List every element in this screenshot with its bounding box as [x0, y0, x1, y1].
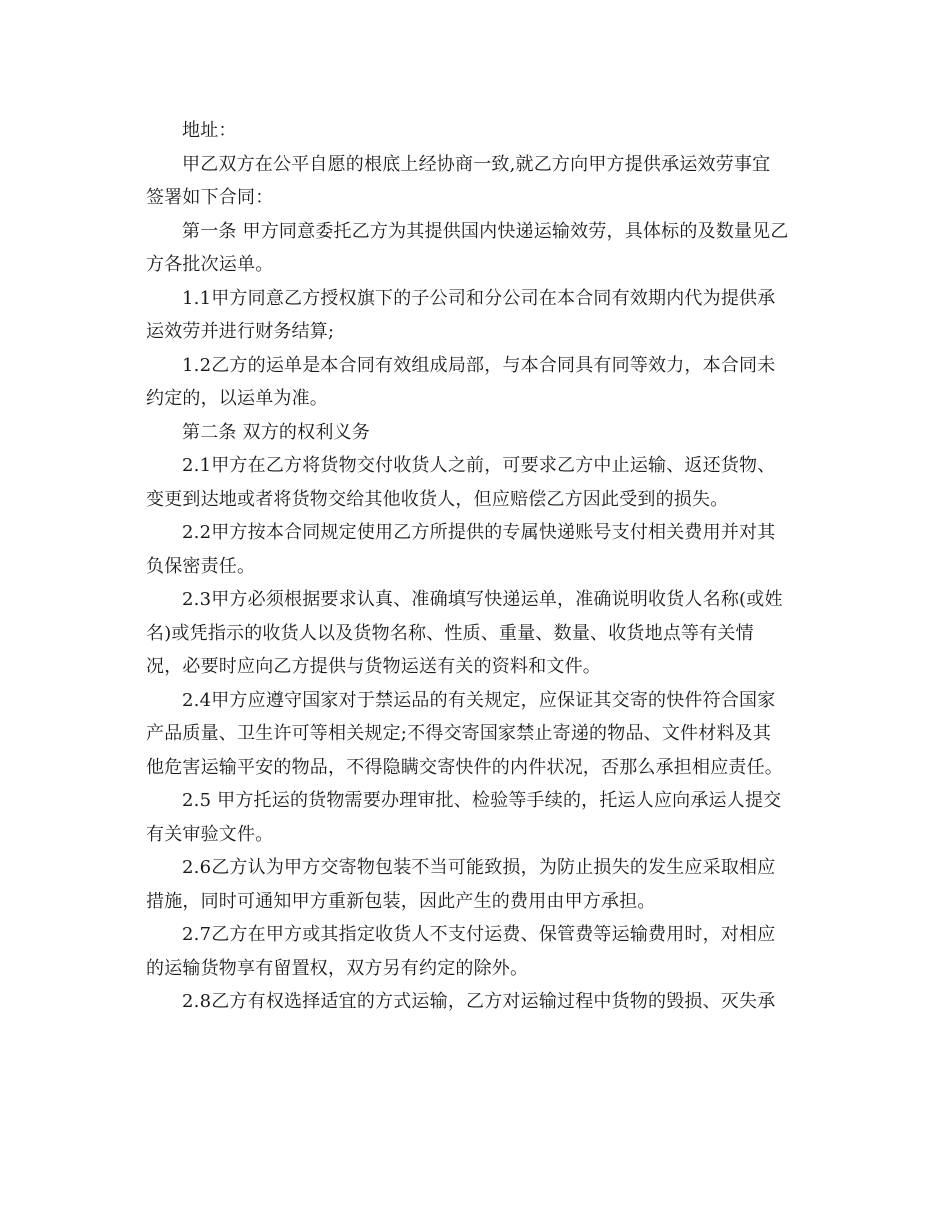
- text-line: 措施，同时可通知甲方重新包装，因此产生的费用由甲方承担。: [146, 890, 656, 912]
- paragraph: [146, 416, 806, 450]
- text-line: 况，必要时应向乙方提供与货物运送有关的资料和文件。: [146, 656, 601, 677]
- text-line: 约定的，以运单为准。: [146, 388, 328, 409]
- text-line: 他危害运输平安的物品，不得隐瞒交寄快件的内件状况，否那么承担相应责任。: [146, 756, 783, 778]
- text-line: 运效劳并进行财务结算;: [146, 321, 335, 342]
- text-line: 1.2乙方的运单是本合同有效组成局部，与本合同具有同等效力，本合同未: [182, 354, 776, 376]
- text-line: 甲乙双方在公平自愿的根底上经协商一致,就乙方向甲方提供承运效劳事宜: [182, 153, 771, 175]
- text-line: 有关审验文件。: [146, 823, 274, 845]
- paragraph: [146, 148, 806, 215]
- text-line: 2.5 甲方托运的货物需要办理审批、检验等手续的，托运人应向承运人提交: [182, 790, 782, 811]
- paragraph: [146, 449, 806, 516]
- text-line: 2.2甲方按本合同规定使用乙方所提供的专属快递账号支付相关费用并对其: [182, 522, 776, 543]
- paragraph: [146, 851, 806, 918]
- paragraph: [146, 985, 806, 1019]
- text-line: 2.4甲方应遵守国家对于禁运品的有关规定，应保证其交寄的快件符合国家: [182, 689, 776, 711]
- text-line: 名)或凭指示的收货人以及货物名称、性质、重量、数量、收货地点等有关情: [146, 622, 754, 644]
- text-line: 产品质量、卫生许可等相关规定;不得交寄国家禁止寄递的物品、文件材料及其: [146, 723, 772, 744]
- text-line: 的运输货物享有留置权，双方另有约定的除外。: [146, 957, 529, 979]
- text-line: 签署如下合同：: [146, 187, 274, 208]
- text-line: 地址：: [182, 120, 237, 141]
- paragraph: [146, 215, 806, 282]
- text-line: 第一条 甲方同意委托乙方为其提供国内快递运输效劳，具体标的及数量见乙: [182, 220, 789, 242]
- text-line: 2.1甲方在乙方将货物交付收货人之前，可要求乙方中止运输、返还货物、: [182, 455, 776, 476]
- paragraph: [146, 516, 806, 583]
- text-line: 2.3甲方必须根据要求认真、准确填写快递运单，准确说明收货人名称(或姓: [182, 589, 783, 610]
- paragraph: [146, 684, 806, 785]
- paragraph: [146, 114, 806, 148]
- text-line: 方各批次运单。: [146, 254, 274, 275]
- text-line: 2.8乙方有权选择适宜的方式运输，乙方对运输过程中货物的毁损、灭失承: [182, 991, 776, 1012]
- text-line: 变更到达地或者将货物交给其他收货人，但应赔偿乙方因此受到的损失。: [146, 488, 729, 510]
- text-line: 1.1甲方同意乙方授权旗下的子公司和分公司在本合同有效期内代为提供承: [182, 287, 776, 309]
- text-line: 负保密责任。: [146, 555, 256, 577]
- document-body: [146, 114, 806, 1019]
- paragraph: [146, 282, 806, 349]
- paragraph: [146, 349, 806, 416]
- paragraph: [146, 583, 806, 684]
- text-line: 第二条 双方的权利义务: [182, 421, 370, 443]
- paragraph: [146, 784, 806, 851]
- text-line: 2.6乙方认为甲方交寄物包装不当可能致损，为防止损失的发生应采取相应: [182, 857, 776, 878]
- text-line: 2.7乙方在甲方或其指定收货人不支付运费、保管费等运输费用时，对相应: [182, 924, 776, 945]
- paragraph: [146, 918, 806, 985]
